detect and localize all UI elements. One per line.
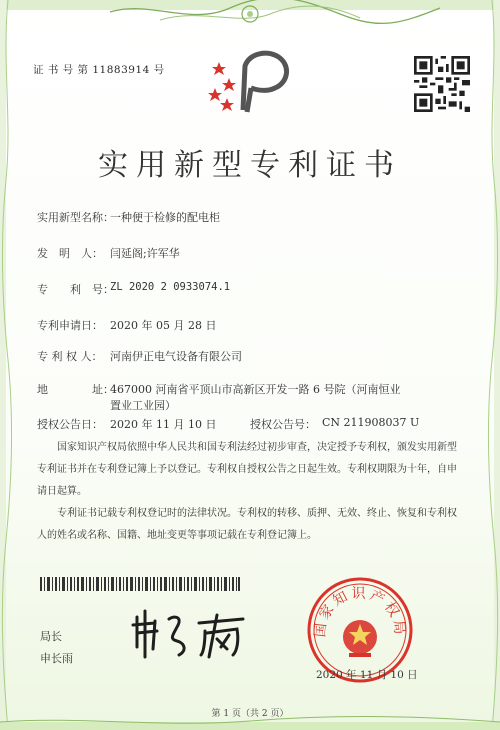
inventor-value: 闫延阁;许军华 (110, 247, 180, 260)
address-label: 地 址： (37, 383, 114, 396)
address-line-1: 467000 河南省平顶山市高新区开发一路 6 号院（河南恒业 (110, 383, 401, 396)
filing-date-label: 专利申请日： (37, 319, 103, 332)
utility-model-name-label: 实用新型名称： (37, 211, 114, 224)
right-border-ornament (486, 0, 500, 730)
patent-number-value: ZL 2020 2 0933074.1 (110, 281, 231, 293)
top-border-ornament (0, 0, 500, 28)
seal-date: 2020 年 11 月 10 日 (316, 669, 418, 681)
patent-number-label: 专 利 号： (37, 283, 114, 296)
director-title-label: 局长 (40, 630, 62, 643)
seal-text: 国家知识产权局 (312, 586, 408, 639)
grant-statement-paragraph: 国家知识产权局依照中华人民共和国专利法经过初步审查，决定授予专利权，颁发实用新型专利证书并在专利登记簿上予以登记。专利权自授权公告之日起生效。专利权期限为十年，自申请日起算。 (37, 442, 457, 497)
inventor-label: 发 明 人： (37, 247, 103, 260)
legal-status-paragraph: 专利证书记载专利权登记时的法律状况。专利权的转移、质押、无效、终止、恢复和专利权人的姓名或名称、国籍、地址变更等事项记载在专利登记簿上。 (37, 508, 457, 541)
director-name-label: 申长雨 (40, 652, 73, 665)
patentee-label: 专 利 权 人： (37, 350, 103, 363)
address-line-2: 置业工业园） (110, 399, 176, 412)
utility-model-name-value: 一种便于检修的配电柜 (110, 211, 220, 224)
grant-date-value: 2020 年 11 月 10 日 (110, 418, 217, 431)
left-border-ornament (0, 0, 14, 730)
grant-number-value: CN 211908037 U (322, 416, 420, 429)
cnipa-logo-icon (205, 48, 297, 118)
grant-date-label: 授权公告日： (37, 418, 103, 431)
qr-code-icon (414, 56, 470, 112)
certificate-title: 实用新型专利证书 (98, 148, 402, 183)
page-footer: 第 1 页（共 2 页） (211, 709, 289, 719)
patentee-value: 河南伊正电气设备有限公司 (110, 350, 242, 363)
grant-number-label: 授权公告号： (250, 418, 316, 431)
filing-date-value: 2020 年 05 月 28 日 (110, 319, 217, 332)
barcode-icon (40, 577, 240, 591)
certificate-number: 证 书 号 第 11883914 号 (33, 64, 165, 76)
director-signature (125, 605, 255, 665)
